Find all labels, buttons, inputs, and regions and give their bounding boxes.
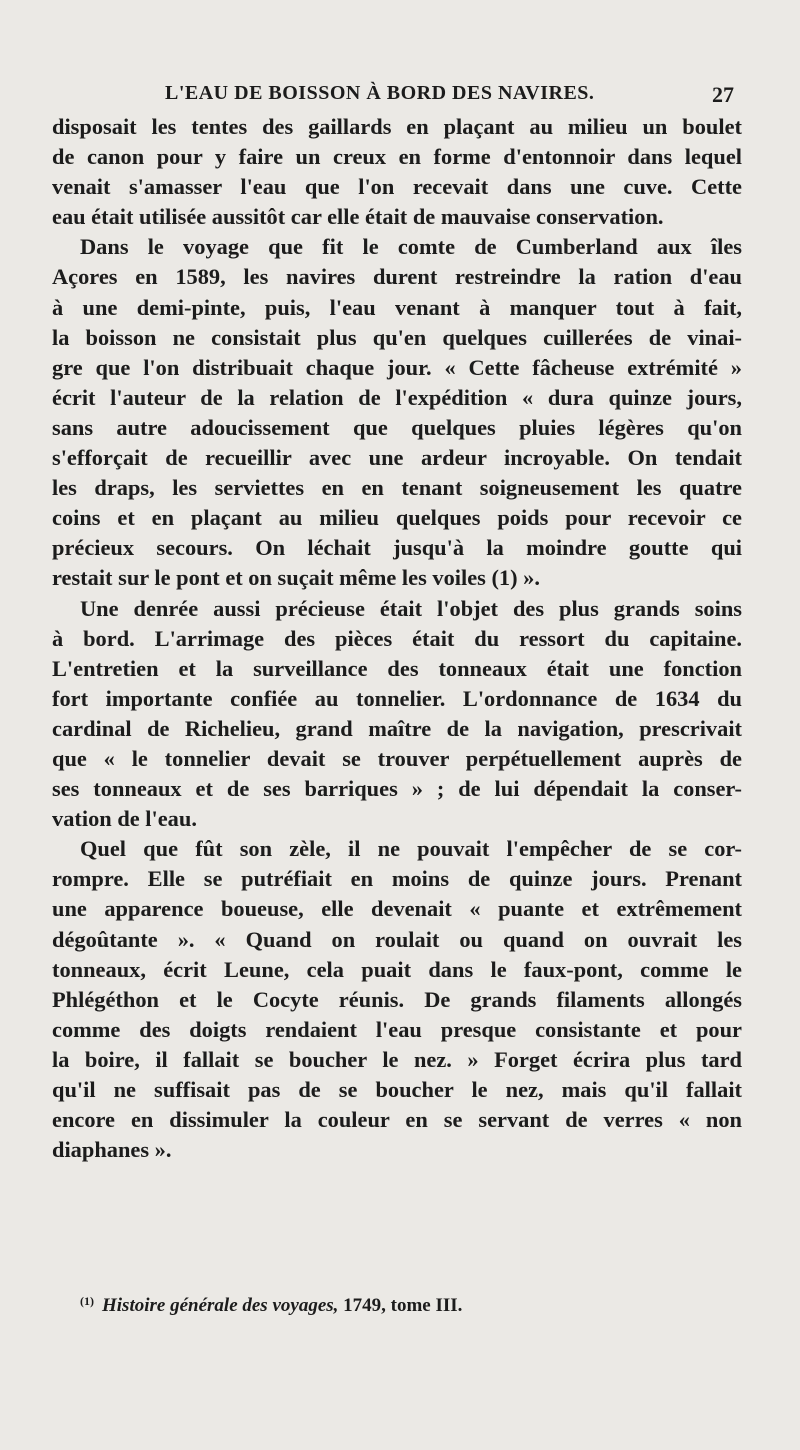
text-line: la boisson ne consistait plus qu'en quelques cuillerées de vinai- xyxy=(52,324,742,350)
text-line: précieux secours. On léchait jusqu'à la moindre goutte qui xyxy=(52,535,742,561)
footnote-details: 1749, tome III. xyxy=(338,1295,463,1316)
text-line: fort importante confiée au tonnelier. L'ordonnance de 1634 du xyxy=(52,685,742,711)
text-line: gre que l'on distribuait chaque jour. « Cette fâcheuse extrémité » xyxy=(52,354,742,380)
footnote-title: Histoire générale des voyages, xyxy=(102,1295,339,1316)
paragraph xyxy=(52,112,742,232)
paragraph xyxy=(52,232,742,593)
text-line: Phlégéthon et le Cocyte réunis. De grands filaments allongés xyxy=(52,986,742,1012)
text-line: cardinal de Richelieu, grand maître de la navigation, prescrivait xyxy=(52,715,742,741)
text-line: s'efforçait de recueillir avec une ardeur incroyable. On tendait xyxy=(52,445,742,471)
text-line: dégoûtante ». « Quand on roulait ou quand on ouvrait les xyxy=(52,926,742,952)
footnote xyxy=(80,1294,742,1317)
text-line: comme des doigts rendaient l'eau presque consistante et pour xyxy=(52,1016,742,1042)
text-line: à une demi-pinte, puis, l'eau venant à manquer tout à fait, xyxy=(52,294,742,320)
text-line: disposait les tentes des gaillards en plaçant au milieu un boulet xyxy=(52,114,742,139)
text-line: Quel que fût son zèle, il ne pouvait l'empêcher de se cor- xyxy=(80,836,742,862)
text-line: de canon pour y faire un creux en forme d'entonnoir dans lequel xyxy=(52,144,742,170)
text-line: sans autre adoucissement que quelques pluies légères qu'on xyxy=(52,414,742,440)
text-line: tonneaux, écrit Leune, cela puait dans le faux-pont, comme le xyxy=(52,956,742,982)
running-title: L'EAU DE BOISSON À BORD DES NAVIRES. xyxy=(165,82,595,104)
text-line: écrit l'auteur de la relation de l'expédition « dura quinze jours, xyxy=(52,384,742,410)
text-line: rompre. Elle se putréfiait en moins de quinze jours. Prenant xyxy=(52,866,742,892)
text-line: une apparence boueuse, elle devenait « puante et extrêmement xyxy=(52,896,742,922)
text-line: venait s'amasser l'eau que l'on recevait dans une cuve. Cette xyxy=(52,174,742,200)
text-line: Une denrée aussi précieuse était l'objet des plus grands soins xyxy=(80,595,742,621)
text-line: ses tonneaux et de ses barriques » ; de lui dépendait la conser- xyxy=(52,776,742,802)
text-line: diaphanes ». xyxy=(52,1137,172,1163)
text-line: Dans le voyage que fit le comte de Cumberland aux îles xyxy=(80,234,742,260)
text-line: L'entretien et la surveillance des tonneaux était une fonction xyxy=(52,655,742,681)
paragraph xyxy=(52,594,742,835)
text-line: les draps, les serviettes en en tenant soigneusement les quatre xyxy=(52,475,742,501)
text-line: coins et en plaçant au milieu quelques poids pour recevoir ce xyxy=(52,505,742,531)
text-line: restait sur le pont et on suçait même les voiles (1) ». xyxy=(52,565,540,591)
text-line: eau était utilisée aussitôt car elle était de mauvaise conservation. xyxy=(52,204,664,230)
text-line: à bord. L'arrimage des pièces était du ressort du capitaine. xyxy=(52,625,742,651)
text-line: la boire, il fallait se boucher le nez. » Forget écrira plus tard xyxy=(52,1046,742,1072)
text-line: Açores en 1589, les navires durent restreindre la ration d'eau xyxy=(52,264,742,290)
text-line: que « le tonnelier devait se trouver perpétuellement auprès de xyxy=(52,745,742,771)
paragraph xyxy=(52,834,742,1165)
text-line: encore en dissimuler la couleur en se servant de verres « non xyxy=(52,1107,742,1133)
running-head xyxy=(52,80,742,110)
body-text xyxy=(52,112,742,1165)
text-line: vation de l'eau. xyxy=(52,806,197,832)
page-number: 27 xyxy=(712,82,734,107)
text-line: qu'il ne suffisait pas de se boucher le nez, mais qu'il fallait xyxy=(52,1077,742,1102)
footnote-marker: (1) xyxy=(80,1294,94,1308)
